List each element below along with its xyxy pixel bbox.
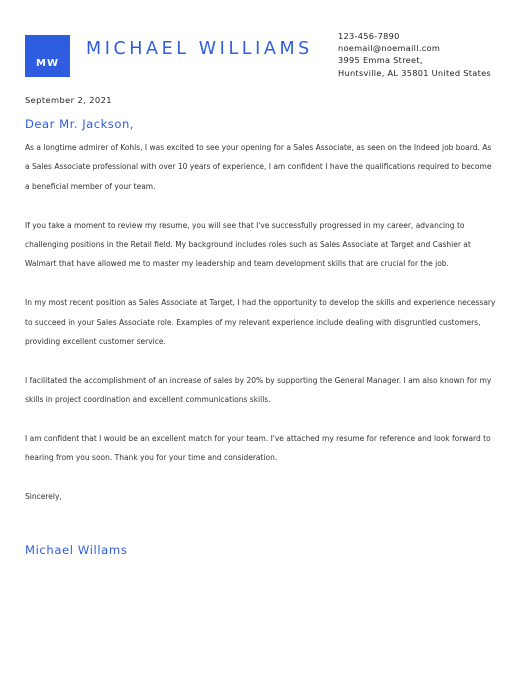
letter-paragraph: As a longtime admirer of Kohls, I was excited to see your opening for a Sales Associate, as seen on the Indeed job board. As a Sales Associate professional with over 10 years of experience, I am confident I have the qualifications required to become a beneficial member of your team. bbox=[25, 143, 492, 191]
contact-phone: 123-456-7890 bbox=[338, 31, 400, 41]
contact-email: noemail@noemaill.com bbox=[338, 43, 441, 54]
contact-city: Huntsville, AL 35801 United States bbox=[338, 67, 491, 78]
letter-date: September 2, 2021 bbox=[25, 95, 112, 105]
monogram-logo bbox=[25, 35, 70, 77]
monogram-text: MW bbox=[36, 58, 59, 69]
letter-paragraph: If you take a moment to review my resume, you will see that I've successfully progressed in my career, advancing to challenging positions in the Retail field. My background includes roles such as Sales Associate at Target and Cashier at Walmart that have allowed me to master my leadership and team development skills that are crucial for the job. bbox=[25, 220, 471, 269]
contact-street: 3995 Emma Street, bbox=[338, 55, 423, 66]
applicant-name: MICHAEL WILLIAMS bbox=[86, 39, 313, 59]
letter-body bbox=[25, 138, 497, 507]
contact-info bbox=[338, 30, 491, 79]
letter-signature: Michael Willams bbox=[25, 543, 128, 557]
letter-greeting: Dear Mr. Jackson, bbox=[25, 117, 134, 131]
letter-paragraph: I am confident that I would be an excellent match for your team. I've attached my resume for reference and look forward to hearing from you soon. Thank you for your time and consideration. bbox=[25, 434, 491, 463]
letter-paragraph: I facilitated the accomplishment of an increase of sales by 20% by supporting the General Manager. I am also known for my skills in project coordination and excellent communications skills. bbox=[25, 375, 492, 405]
letter-paragraph: In my most recent position as Sales Associate at Target, I had the opportunity to develop the skills and experience necessary to succeed in your Sales Associate role. Examples of my relevant experience include dealing with disgruntled customers, providing excellent customer service. bbox=[25, 298, 496, 347]
letter-closing: Sincerely, bbox=[25, 492, 62, 502]
